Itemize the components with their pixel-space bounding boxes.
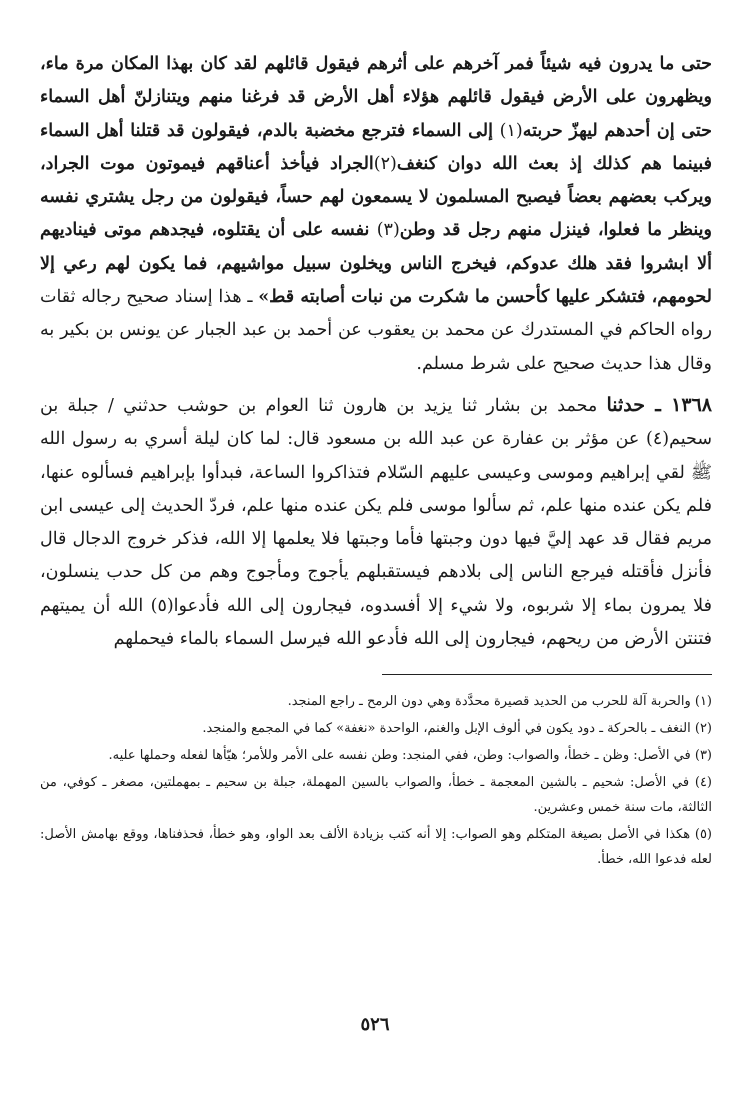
footnote-2: (٢) النغف ـ بالحركة ـ دود يكون في ألوف الإبل والغنم، الواحدة «نغفة» كما في المجمع والمنجد. (202, 721, 712, 737)
page (40, 48, 712, 874)
hadith-paragraph (40, 389, 712, 656)
footnote-4: (٤) في الأصل: شحيم ـ بالشين المعجمة ـ خطأ، والصواب بالسين المهملة، جبلة بن سحيم ـ بمهملتين، مصغر ـ كوفي، من الثالثة، مات سنة خمس وعشرين. (40, 775, 712, 816)
text-segment: نفسه على أن يقتلوه، فيجدهم موتى فيناديهم ألا ابشروا فقد هلك عدوكم، فيخرج الناس ويخلون سبيل مواشيهم، فما يكون لهم رعي إلا لحومهم، فتشكر عليها كأحسن ما شكرت من نبات أصابته قط» (40, 220, 712, 308)
text-segment: حتى ما يدرون فيه شيئاً فمر آخرهم على أثرهم فيقول قائلهم لقد كان بهذا المكان مرة ماء، ويظهرون على الأرض فيقول قائلهم هؤلاء أهل الأرض قد فرغنا منهم ويتنازلنّ أهل السماء حتى إن أحدهم ليهزّ حربته (40, 54, 712, 141)
footnotes-list (40, 689, 712, 872)
hadith-number: ١٣٦٨ ـ حدثنا (606, 393, 712, 416)
text-segment: الله أن يميتهم فتنتن الأرض من ريحهم، فيجارون إلى الله فأدعو الله فيرسل السماء بالماء فيحملهم (40, 595, 712, 650)
text-segment: إلى السماء فترجع مخضبة بالدم، فيقولون قد قتلنا أهل السماء فبينما هم كذلك إذ بعث الله دوان كنغف (40, 120, 712, 174)
text-segment: الجراد فيأخذ أعناقهم فيموتون موت الجراد، ويركب بعضهم بعضاً فيصبح المسلمون لا يسمعون لهم حساً، فيقولون من رجل يشتري نفسه وينظر ما فعلوا، فينزل منهم رجل قد وطن (40, 153, 712, 241)
text-segment: (٣) (376, 220, 400, 241)
footnote-5: (٥) هكذا في الأصل بصيغة المتكلم وهو الصواب: إلا أنه كتب بزيادة الألف بعد الواو، وهو خطأ، فحذفناها، ووقع بهامش الأصل: لعله فدعوا الله، خطأ. (40, 827, 712, 868)
text-segment: (٥) (150, 595, 174, 616)
footnote-divider (382, 674, 712, 675)
main-paragraph (40, 48, 712, 381)
text-segment: (١) (499, 120, 523, 141)
text-segment: عن مؤثر بن عفارة عن عبد الله بن مسعود قال: لما كان ليلة أسري به رسول الله ﷺ لقي إبراهيم وموسى وعيسى عليهم السّلام فتذاكروا الساعة، فبدأوا بإبراهيم فسألوه عنها، فلم يكن عنده منها علم، ثم سألوا موسى فلم يكن عنده منها علم، فردّ الحديث إلى عيسى ابن مريم فقال قد عهد إليَّ فيها دون وجبتها فأما وجبتها فلا يعلمها إلا الله، فذكر خروج الدجال قال فأنزل فأقتله فيرجع الناس إلى بلادهم فيستقبلهم يأجوج ومأجوج وهم من كل حدب ينسلون، فلا يمرون بماء إلا شربوه، ولا شيء إلا أفسدوه، فيجارون إلى الله فأدعوا (40, 429, 712, 616)
text-segment: (٤) (646, 429, 670, 450)
text-segment: ـ هذا إسناد صحيح رجاله ثقات رواه الحاكم في المستدرك عن محمد بن يعقوب عن أحمد بن عبد الجبار عن يونس بن بكير به وقال هذا حديث صحيح على شرط مسلم. (40, 287, 712, 374)
footnote-1: (١) والحربة آلة للحرب من الحديد قصيرة محدَّدة وهي دون الرمح ـ راجع المنجد. (287, 694, 712, 710)
text-segment: (٢) (373, 153, 397, 174)
text-segment: محمد بن بشار ثنا يزيد بن هارون ثنا العوام بن حوشب حدثني / جبلة بن سحيم (40, 395, 712, 450)
footnote-3: (٣) في الأصل: وظن ـ خطأ، والصواب: وطن، ففي المنجد: وطن نفسه على الأمر وللأمر؛ هيّأها لفعله وحملها عليه. (108, 748, 712, 764)
page-number: ٥٢٦ (360, 1014, 390, 1035)
